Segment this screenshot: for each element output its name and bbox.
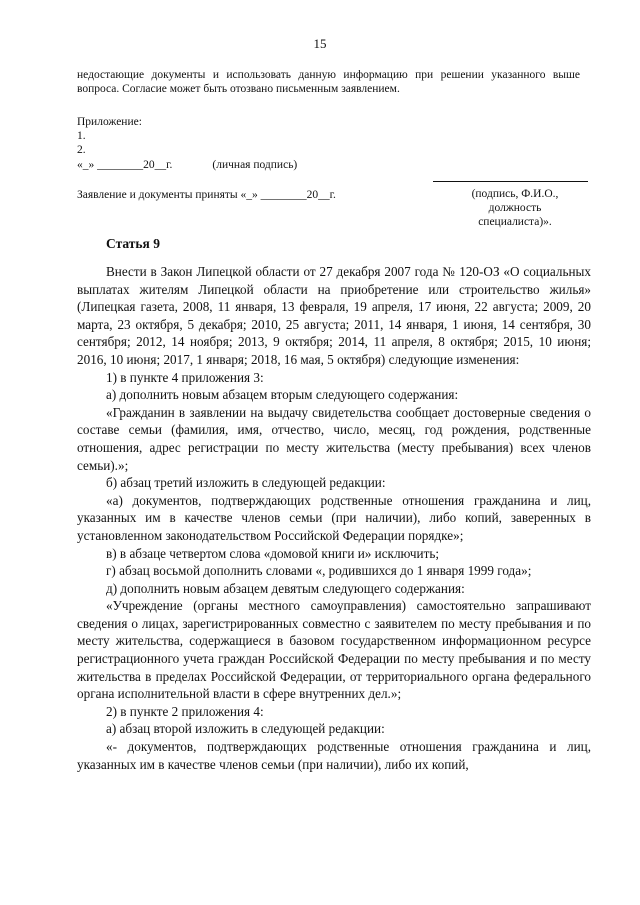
appendix-list xyxy=(77,115,377,157)
signature-row xyxy=(77,158,477,172)
specialist-signature-caption: (подпись, Ф.И.О., должность специалиста)». xyxy=(471,188,559,228)
paragraph: «Гражданин в заявлении на выдачу свидетельства сообщает достоверные сведения о составе семьи (фамилия, имя, отчество, число, месяц, год рождения, родственные отношения, адрес регистрации по месту жительства (месту пребывания) всех членов семьи).»; xyxy=(77,404,591,473)
signature-caption: (личная подпись) xyxy=(212,159,298,171)
paragraph: в) в абзаце четвертом слова «домовой книги и» исключить; xyxy=(106,545,440,561)
paragraph: а) дополнить новым абзацем вторым следующего содержания: xyxy=(106,387,459,403)
article-body xyxy=(77,263,591,773)
consent-paragraph: недостающие документы и использовать данную информацию при решении указанного выше вопроса. Согласие может быть отозвано письменным заявлением. xyxy=(77,69,580,95)
paragraph: б) абзац третий изложить в следующей редакции: xyxy=(106,475,386,491)
paragraph: «- документов, подтверждающих родственные отношения гражданина и лиц, указанных им в качестве членов семьи (при наличии), либо их копий, xyxy=(77,739,591,772)
paragraph: г) абзац восьмой дополнить словами «, родившихся до 1 января 1999 года»; xyxy=(106,563,532,579)
paragraph: д) дополнить новым абзацем девятым следующего содержания: xyxy=(106,580,465,596)
paragraph: а) абзац второй изложить в следующей редакции: xyxy=(106,721,385,737)
paragraph: 2) в пункте 2 приложения 4: xyxy=(106,703,264,719)
signature-date: «_» ________20__г. xyxy=(77,159,173,171)
paragraph: Внести в Закон Липецкой области от 27 декабря 2007 года № 120-ОЗ «О социальных выплатах жителям Липецкой области на приобретение или строительство жилья» (Липецкая газета, 2008, 11 января, 13 февраля, 19 апреля, 17 июня, 22 августа; 2009, 20 марта, 23 октября, 5 декабря; 2010, 25 августа; 2011, 14 января, 1 июня, 14 сентября, 30 сентября; 2012, 14 ноября; 2013, 9 октября; 2014, 11 апреля, 8 октября; 2015, 10 июня; 2016, 10 июня; 2017, 1 января; 2018, 16 мая, 5 октября) следующие изменения: xyxy=(77,264,591,367)
appendix-item: 1. xyxy=(77,130,86,142)
paragraph: 1) в пункте 4 приложения 3: xyxy=(106,369,264,385)
paragraph: «а) документов, подтверждающих родственные отношения гражданина и лиц, указанных им в качестве членов семьи (при наличии), либо копий, заверенных в установленном законодательством Российской Федерации порядке»; xyxy=(77,492,591,543)
appendix-title: Приложение: xyxy=(77,116,142,128)
appendix-item: 2. xyxy=(77,144,86,156)
paragraph: «Учреждение (органы местного самоуправления) самостоятельно запрашивают сведения о лицах, зарегистрированных совместно с заявителем по месту пребывания и по месту жительства, содержащиеся в базовом государственном информационном ресурсе регистрационного учета граждан Российской Федерации по месту пребывания и по месту жительства в пределах Российской Федерации, от территориального органа федерального органа исполнительной власти в сфере внутренних дел.»; xyxy=(77,598,591,702)
signature-line xyxy=(433,181,588,182)
accepted-line: Заявление и документы приняты «_» ________20__г. xyxy=(77,189,336,201)
page-number: 15 xyxy=(313,36,327,51)
article-title: Статья 9 xyxy=(106,236,160,251)
